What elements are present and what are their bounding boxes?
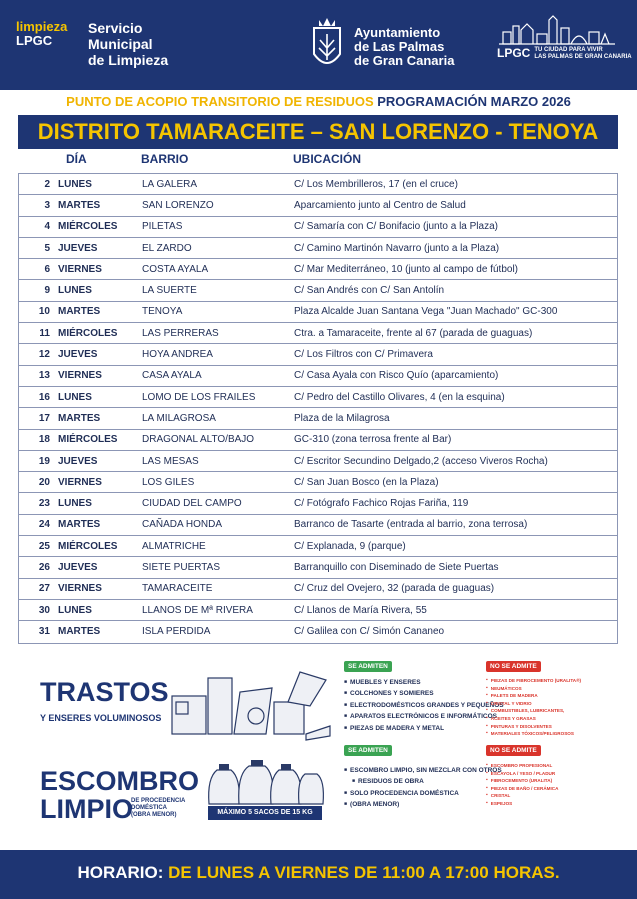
- column-header-day: DÍA: [66, 152, 87, 166]
- barrio-name: PILETAS: [142, 221, 183, 233]
- day-number: 19: [38, 455, 50, 467]
- header-bar: [0, 0, 637, 90]
- barrio-name: COSTA AYALA: [142, 263, 209, 275]
- weekday: VIERNES: [58, 370, 102, 382]
- table-row: [19, 280, 617, 301]
- table-row: [19, 621, 617, 642]
- day-number: 11: [39, 327, 50, 339]
- location: C/ Explanada, 9 (parque): [294, 540, 406, 552]
- weekday: LUNES: [58, 285, 92, 297]
- district-banner: DISTRITO TAMARACEITE – SAN LORENZO - TENOYA: [18, 115, 618, 149]
- rubble-bags-icon: [205, 756, 327, 806]
- day-number: 31: [38, 626, 50, 638]
- barrio-name: TENOYA: [142, 306, 183, 318]
- barrio-name: LOS GILES: [142, 476, 195, 488]
- lpgc-brand: [497, 46, 632, 61]
- location: C/ Galilea con C/ Simón Cananeo: [294, 626, 445, 638]
- location: Aparcamiento junto al Centro de Salud: [294, 199, 466, 211]
- logo-top-text: limpieza: [16, 19, 68, 34]
- day-number: 23: [38, 498, 50, 510]
- title-part-1: PUNTO DE ACOPIO TRANSITORIO DE RESIDUOS: [66, 94, 374, 109]
- furniture-pile-icon: [168, 666, 333, 744]
- table-row: [19, 493, 617, 514]
- weekday: MARTES: [58, 306, 101, 318]
- logo-bottom-text: LPGC: [16, 33, 53, 48]
- brand-tagline: TU CIUDAD PARA VIVIR: [534, 47, 603, 54]
- trastos-reject-tag: NO SE ADMITE: [486, 661, 541, 672]
- weekday: JUEVES: [58, 561, 98, 573]
- location: C/ Pedro del Castillo Olivares, 4 (en la esquina): [294, 391, 505, 403]
- hours-footer: [0, 850, 637, 899]
- max-bags-note: MÁXIMO 5 SACOS DE 15 KG: [208, 806, 322, 820]
- table-row: [19, 259, 617, 280]
- barrio-name: DRAGONAL ALTO/BAJO: [142, 434, 255, 446]
- limpieza-logo: [16, 20, 78, 66]
- table-row: [19, 579, 617, 600]
- location: C/ Casa Ayala con Risco Quío (aparcamiento): [294, 370, 499, 382]
- barrio-name: CASA AYALA: [142, 370, 202, 382]
- list-item: ■ COLCHONES Y SOMIERES: [344, 688, 504, 699]
- table-row: [19, 600, 617, 621]
- table-row: [19, 408, 617, 429]
- weekday: MARTES: [58, 412, 101, 424]
- list-item: ▪ CRISTAL: [486, 792, 558, 800]
- day-number: 2: [44, 178, 50, 190]
- barrio-name: SIETE PUERTAS: [142, 561, 220, 573]
- list-item: ■ ESCOMBRO LIMPIO, SIN MEZCLAR CON OTROS: [344, 765, 502, 776]
- location: C/ Fotógrafo Fachico Rojas Fariña, 119: [294, 498, 469, 510]
- list-item: ■ PIEZAS DE MADERA Y METAL: [344, 723, 504, 734]
- barrio-name: ALMATRICHE: [142, 540, 206, 552]
- location: C/ Samaría con C/ Bonifacio (junto a la Plaza): [294, 221, 498, 233]
- barrio-name: LAS MESAS: [142, 455, 199, 467]
- day-number: 26: [38, 561, 50, 573]
- location: GC-310 (zona terrosa frente al Bar): [294, 434, 452, 446]
- side-note-line: DE PROCEDENCIA: [131, 798, 186, 804]
- day-number: 9: [44, 285, 50, 297]
- location: C/ Cruz del Ovejero, 32 (parada de guaguas): [294, 583, 495, 595]
- city-skyline-icon: [497, 14, 617, 50]
- barrio-name: LA MILAGROSA: [142, 412, 216, 424]
- escombro-reject-list: [486, 762, 558, 808]
- escombro-admit-list: [344, 765, 502, 811]
- escombro-title-2: LIMPIO: [40, 794, 133, 824]
- barrio-name: SAN LORENZO: [142, 199, 214, 211]
- location: Ctra. a Tamaraceite, frente al 67 (parada de guaguas): [294, 327, 533, 339]
- table-row: [19, 430, 617, 451]
- list-item: ▪ PIEZAS DE BAÑO / CERÁMICA: [486, 785, 558, 793]
- day-number: 30: [38, 604, 50, 616]
- weekday: VIERNES: [58, 476, 102, 488]
- list-item: ■ ELECTRODOMÉSTICOS GRANDES Y PEQUEÑOS: [344, 700, 504, 711]
- barrio-name: CIUDAD DEL CAMPO: [142, 498, 242, 510]
- barrio-name: LOMO DE LOS FRAILES: [142, 391, 256, 403]
- weekday: LUNES: [58, 178, 92, 190]
- barrio-name: TAMARACEITE: [142, 583, 213, 595]
- day-number: 13: [38, 370, 50, 382]
- title-part-2: PROGRAMACIÓN MARZO 2026: [377, 94, 571, 109]
- list-item: ■ MUEBLES Y ENSERES: [344, 677, 504, 688]
- list-item: ▪ PALETS DE MADERA: [486, 692, 581, 700]
- page-title: [0, 94, 637, 109]
- list-item: ▪ ESCAYOLA / YESO / PLADUR: [486, 770, 558, 778]
- hours-label: HORARIO:: [77, 863, 164, 882]
- list-item: ▪ NEUMÁTICOS: [486, 685, 581, 693]
- ayuntamiento-name: [354, 26, 454, 68]
- barrio-name: CAÑADA HONDA: [142, 519, 223, 531]
- list-item: ▪ ACEITES Y GRASAS: [486, 715, 581, 723]
- list-item: ▪ MATERIALES TÓXICOS/PELIGROSOS: [486, 730, 581, 738]
- table-row: [19, 515, 617, 536]
- day-number: 17: [38, 412, 50, 424]
- escombro-reject-tag: NO SE ADMITE: [486, 745, 541, 756]
- barrio-name: ISLA PERDIDA: [142, 626, 211, 638]
- escombro-side-note: [131, 798, 185, 819]
- day-number: 10: [38, 306, 50, 318]
- ayuntamiento-line: Ayuntamiento: [354, 25, 441, 40]
- table-row: [19, 536, 617, 557]
- trastos-title: TRASTOS: [40, 677, 169, 707]
- weekday: MARTES: [58, 519, 101, 531]
- table-row: [19, 344, 617, 365]
- weekday: VIERNES: [58, 263, 102, 275]
- weekday: VIERNES: [58, 583, 102, 595]
- table-row: [19, 323, 617, 344]
- brand-tagline: LAS PALMAS DE GRAN CANARIA: [534, 54, 632, 61]
- service-line: Municipal: [88, 36, 153, 52]
- list-item: ■ RESIDUOS DE OBRA: [344, 776, 502, 787]
- weekday: MIÉRCOLES: [58, 327, 118, 339]
- coat-of-arms-icon: [309, 14, 345, 74]
- barrio-name: LLANOS DE Mª RIVERA: [142, 604, 253, 616]
- weekday: JUEVES: [58, 455, 98, 467]
- day-number: 24: [38, 519, 50, 531]
- list-item: ▪ PINTURAS Y DISOLVENTES: [486, 723, 581, 731]
- list-item: ▪ COMBUSTIBLES, LUBRICANTES,: [486, 707, 581, 715]
- location: Plaza de la Milagrosa: [294, 412, 390, 424]
- ayuntamiento-line: de Gran Canaria: [354, 53, 455, 68]
- trastos-reject-list: [486, 677, 581, 738]
- escombro-admit-tag: SE ADMITEN: [344, 745, 392, 756]
- side-note-line: (OBRA MENOR): [131, 812, 177, 818]
- weekday: LUNES: [58, 604, 92, 616]
- table-row: [19, 387, 617, 408]
- day-number: 5: [44, 242, 50, 254]
- day-number: 3: [44, 199, 50, 211]
- service-line: Servicio: [88, 20, 143, 36]
- side-note-line: DOMÉSTICA: [131, 805, 167, 811]
- table-row: [19, 557, 617, 578]
- table-row: [19, 195, 617, 216]
- weekday: LUNES: [58, 498, 92, 510]
- list-item: ■ (OBRA MENOR): [344, 799, 502, 810]
- barrio-name: HOYA ANDREA: [142, 349, 213, 361]
- day-number: 18: [38, 434, 50, 446]
- column-header-barrio: BARRIO: [141, 152, 189, 166]
- day-number: 27: [38, 583, 50, 595]
- table-row: [19, 217, 617, 238]
- brand-text: LPGC: [497, 46, 531, 60]
- table-row: [19, 174, 617, 195]
- escombro-title-1: ESCOMBRO: [40, 766, 200, 796]
- weekday: JUEVES: [58, 242, 98, 254]
- list-item: ■ SOLO PROCEDENCIA DOMÉSTICA: [344, 788, 502, 799]
- table-row: [19, 472, 617, 493]
- day-number: 4: [44, 221, 50, 233]
- table-row: [19, 302, 617, 323]
- weekday: MARTES: [58, 626, 101, 638]
- trastos-subtitle: Y ENSERES VOLUMINOSOS: [40, 713, 162, 723]
- table-row: [19, 366, 617, 387]
- list-item: ▪ ESCOMBRO PROFESIONAL: [486, 762, 558, 770]
- location: Barranquillo con Diseminado de Siete Puertas: [294, 561, 499, 573]
- location: C/ Los Membrilleros, 17 (en el cruce): [294, 178, 458, 190]
- location: Plaza Alcalde Juan Santana Vega "Juan Machado" GC-300: [294, 306, 558, 318]
- location: Barranco de Tasarte (entrada al barrio, zona terrosa): [294, 519, 528, 531]
- day-number: 6: [44, 263, 50, 275]
- weekday: LUNES: [58, 391, 92, 403]
- day-number: 12: [38, 349, 50, 361]
- ayuntamiento-line: de Las Palmas: [354, 39, 445, 54]
- service-line: de Limpieza: [88, 52, 169, 68]
- day-number: 20: [38, 476, 50, 488]
- hours-text: DE LUNES A VIERNES DE 11:00 A 17:00 HORAS.: [168, 863, 560, 882]
- trastos-admit-list: [344, 677, 504, 734]
- list-item: ▪ FIBROCEMENTO (URALITA): [486, 777, 558, 785]
- location: C/ Llanos de María Rivera, 55: [294, 604, 427, 616]
- location: C/ San Juan Bosco (en la Plaza): [294, 476, 439, 488]
- column-header-ubicacion: UBICACIÓN: [293, 152, 361, 166]
- list-item: ▪ PIEZAS DE FIBROCEMENTO (URALITA®): [486, 677, 581, 685]
- location: C/ San Andrés con C/ San Antolín: [294, 285, 445, 297]
- day-number: 25: [38, 540, 50, 552]
- weekday: MIÉRCOLES: [58, 434, 118, 446]
- list-item: ▪ CRISTAL Y VIDRIO: [486, 700, 581, 708]
- location: C/ Escritor Secundino Delgado,2 (acceso Viveros Rocha): [294, 455, 548, 467]
- weekday: JUEVES: [58, 349, 98, 361]
- schedule-table: [18, 173, 618, 644]
- weekday: MIÉRCOLES: [58, 540, 118, 552]
- day-number: 16: [38, 391, 50, 403]
- list-item: ▪ ESPEJOS: [486, 800, 558, 808]
- barrio-name: LA GALERA: [142, 178, 198, 190]
- weekday: MARTES: [58, 199, 101, 211]
- list-item: ■ APARATOS ELECTRÓNICOS E INFORMÁTICOS: [344, 711, 504, 722]
- location: C/ Camino Martinón Navarro (junto a la Plaza): [294, 242, 500, 254]
- table-row: [19, 451, 617, 472]
- location: C/ Mar Mediterráneo, 10 (junto al campo de fútbol): [294, 263, 518, 275]
- weekday: MIÉRCOLES: [58, 221, 118, 233]
- barrio-name: EL ZARDO: [142, 242, 192, 254]
- table-row: [19, 238, 617, 259]
- barrio-name: LA SUERTE: [142, 285, 197, 297]
- barrio-name: LAS PERRERAS: [142, 327, 219, 339]
- service-name: [88, 20, 168, 68]
- trastos-admit-tag: SE ADMITEN: [344, 661, 392, 672]
- location: C/ Los Filtros con C/ Primavera: [294, 349, 433, 361]
